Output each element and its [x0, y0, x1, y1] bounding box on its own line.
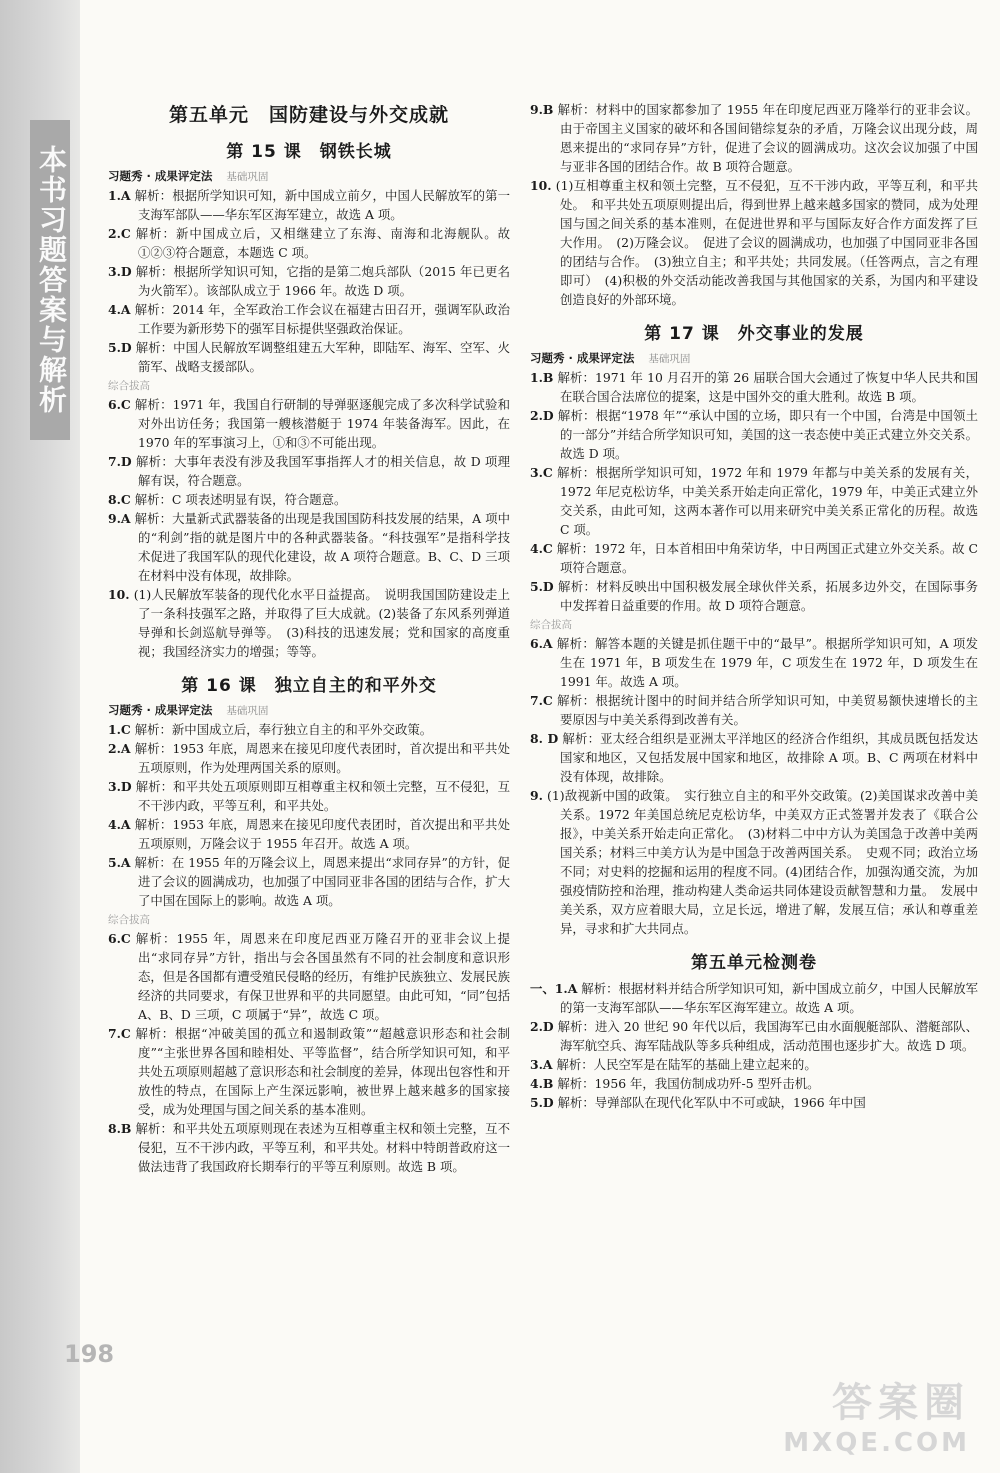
answer-number: 4.A	[108, 302, 131, 317]
answer-text: 解析：1955 年，周恩来在印度尼西亚万隆召开的亚非会议上提出“求同存异”方针，指出与会各国虽然有不同的社会制度和意识形态，但是各国都有遭受殖民侵略的经历，有维护民族独立、发展民族经济的共同要求，有保卫世界和平的共同愿望。由此可知，“同”包括 A、B、D 三项，C 项属于“异”，故选 C 项。	[135, 931, 510, 1022]
answer-text: 解析：根据所学知识可知，新中国成立前夕，中国人民解放军的第一支海军部队——华东军区海军建立，故选 A 项。	[134, 188, 510, 222]
answer-item	[108, 186, 510, 224]
answer-text: 解析：根据材料并结合所学知识可知，新中国成立前夕，中国人民解放军的第一支海军部队——华东军区海军建立。故选 A 项。	[560, 981, 978, 1015]
answer-item	[530, 786, 978, 938]
answer-text: (1)互相尊重主权和领土完整，互不侵犯，互不干涉内政，平等互利，和平共处。 和平共处五项原则提出后，得到世界上越来越多国家的赞同，成为处理国与国之间关系的基本准则，在促进世界和平与国际友好合作方面发挥了巨大作用。 (2)万隆会议。 促进了会议的圆满成功，也加强了中国同亚非各国的团结与合作。 (3)独立自主；和平共处；共同发展。（任答两点，言之有理即可） (4)积极的外交活动能改善我国与其他国家的关系，为国内和平建设创造良好的外部环境。	[555, 178, 978, 307]
section-header	[108, 702, 510, 718]
answer-text: 解析：1971 年 10 月召开的第 26 届联合国大会通过了恢复中华人民共和国在联合国合法席位的提案，这是中国外交的重大胜利。故选 B 项。	[557, 370, 978, 404]
answer-item	[108, 224, 510, 262]
answer-number: 8.C	[108, 492, 131, 507]
answer-item	[108, 815, 510, 853]
book-spine	[0, 0, 80, 1473]
answer-text: 解析：导弹部队在现代化军队中不可或缺，1966 年中国	[557, 1095, 866, 1110]
answer-number: 3.D	[108, 779, 132, 794]
answer-item	[108, 1119, 510, 1176]
answer-item	[108, 929, 510, 1024]
answer-item	[530, 729, 978, 786]
section-label: 习题秀 · 成果评定法	[108, 169, 213, 183]
answer-item	[108, 452, 510, 490]
spine-title: 本书习题答案与解析	[30, 120, 70, 440]
answer-text: 解析：根据“1978 年”“承认中国的立场，即只有一个中国，台湾是中国领土的一部分”并结合所学知识可知，美国的这一表态使中美正式建立外交关系。故选 D 项。	[557, 408, 978, 461]
answer-text: 解析：解答本题的关键是抓住题干中的“最早”。根据所学知识可知，A 项发生在 1971 年，B 项发生在 1979 年，C 项发生在 1972 年，D 项发生在 1991 年。故选 A 项。	[556, 636, 978, 689]
answer-number: 4.C	[530, 541, 553, 556]
answer-text: 解析：新中国成立后，奉行独立自主的和平外交政策。	[134, 722, 433, 737]
answer-text: 解析：中国人民解放军调整组建五大军种，即陆军、海军、空军、火箭军、战略支援部队。	[135, 340, 510, 374]
answer-text: 解析：人民空军是在陆军的基础上建立起来的。	[556, 1057, 817, 1072]
answer-number: 3.C	[530, 465, 553, 480]
answer-text: 解析：大量新式武器装备的出现是我国国防科技发展的结果，A 项中的“利剑”指的就是图片中的各种武器装备。“科技强军”是指科学技术促进了我国军队的现代化建设，故 A 项符合题意。B、C、D 三项在材料中没有体现，故排除。	[134, 511, 510, 583]
answer-item	[108, 509, 510, 585]
answer-item	[530, 406, 978, 463]
answer-number: 3.A	[530, 1057, 553, 1072]
answer-item	[108, 395, 510, 452]
answer-item	[108, 777, 510, 815]
answer-item	[530, 539, 978, 577]
answer-text: 解析：大事年表没有涉及我国军事指挥人才的相关信息，故 D 项理解有误，符合题意。	[135, 454, 510, 488]
answer-text: 解析：C 项表述明显有误，符合题意。	[134, 492, 347, 507]
answer-number: 4.B	[530, 1076, 554, 1091]
answer-item	[108, 262, 510, 300]
page-number: 198	[64, 1340, 115, 1368]
answer-list	[530, 979, 978, 1112]
answer-list	[108, 395, 510, 661]
answer-item	[530, 100, 978, 176]
answer-text: 解析：2014 年，全军政治工作会议在福建古田召开，强调军队政治工作要为新形势下的强军目标提供坚强政治保证。	[134, 302, 510, 336]
sub-section-tag: 综合拔高	[530, 619, 572, 631]
answer-text: 解析：材料中的国家都参加了 1955 年在印度尼西亚万隆举行的亚非会议。由于帝国主义国家的破坏和各国间错综复杂的矛盾，万隆会议出现分歧，周恩来提出的“求同存异”方针，促进了会议的圆满成功。这次会议加强了中国与亚非各国的团结合作。故 B 项符合题意。	[557, 102, 978, 174]
answer-list	[108, 929, 510, 1176]
site-watermark	[780, 1371, 970, 1461]
lesson-17-title: 第 17 课 外交事业的发展	[644, 324, 864, 344]
answer-item	[108, 338, 510, 376]
answer-item	[530, 577, 978, 615]
answer-list	[530, 634, 978, 938]
answer-text: 解析：1953 年底，周恩来在接见印度代表团时，首次提出和平共处五项原则，作为处理两国关系的原则。	[134, 741, 510, 775]
answer-text: 解析：1956 年，我国仿制成功歼-5 型歼击机。	[557, 1076, 820, 1091]
answer-number: 2.D	[530, 408, 554, 423]
answer-list	[530, 100, 978, 309]
section-label: 习题秀 · 成果评定法	[530, 351, 635, 365]
answer-text: 解析：进入 20 世纪 90 年代以后，我国海军已由水面舰艇部队、潜艇部队、海军航空兵、海军陆战队等多兵种组成，活动范围也逐步扩大。故选 D 项。	[557, 1019, 978, 1053]
answer-text: 解析：1971 年，我国自行研制的导弹驱逐舰完成了多次科学试验和对外出访任务；我国第一艘核潜艇于 1974 年装备海军。因此，在 1970 年的军事演习上，①和③不可能出现。	[134, 397, 510, 450]
unit-test-title: 第五单元检测卷	[691, 953, 817, 973]
section-header	[108, 168, 510, 184]
answer-text: (1)人民解放军装备的现代化水平日益提高。 说明我国国防建设走上了一条科技强军之路，并取得了巨大成就。(2)装备了东风系列弹道导弹和长剑巡航导弹等。 (3)科技的迅速发展；党和国家的高度重视；我国经济实力的增强；等等。	[133, 587, 510, 659]
answer-item	[108, 585, 510, 661]
lesson-16-title: 第 16 课 独立自主的和平外交	[181, 676, 437, 696]
answer-number: 一、1.A	[530, 981, 578, 996]
section-tag: 基础巩固	[648, 353, 691, 365]
answer-number: 5.D	[108, 340, 132, 355]
answer-number: 9.A	[108, 511, 131, 526]
answer-number: 9.B	[530, 102, 554, 117]
answer-number: 7.D	[108, 454, 132, 469]
answer-item	[530, 979, 978, 1017]
answer-item	[530, 1017, 978, 1055]
answer-number: 2.C	[108, 226, 131, 241]
answer-text: 解析：根据所学知识可知，它指的是第二炮兵部队（2015 年已更名为火箭军）。该部队成立于 1966 年。故选 D 项。	[135, 264, 510, 298]
answer-number: 2.A	[108, 741, 131, 756]
answer-item	[108, 853, 510, 910]
lesson-15-title: 第 15 课 钢铁长城	[226, 142, 392, 162]
section-header	[530, 350, 978, 366]
answer-item	[530, 634, 978, 691]
answer-text: 解析：新中国成立后，又相继建立了东海、南海和北海舰队。故①②③符合题意，本题选 C 项。	[135, 226, 510, 260]
answer-item	[530, 176, 978, 309]
answer-number: 4.A	[108, 817, 131, 832]
left-column	[108, 100, 510, 1176]
answer-text: 解析：材料反映出中国积极发展全球伙伴关系，拓展多边外交，在国际事务中发挥着日益重要的作用。故 D 项符合题意。	[557, 579, 978, 613]
answer-item	[530, 1074, 978, 1093]
answer-number: 5.A	[108, 855, 131, 870]
answer-number: 6.C	[108, 397, 131, 412]
answer-number: 5.D	[530, 579, 554, 594]
answer-number: 1.C	[108, 722, 131, 737]
answer-number: 6.A	[530, 636, 553, 651]
answer-text: 解析：在 1955 年的万隆会议上，周恩来提出“求同存异”的方针，促进了会议的圆满成功，也加强了中国同亚非各国的团结与合作，扩大了中国在国际上的影响。故选 A 项。	[134, 855, 510, 908]
answer-text: 解析：根据“冲破美国的孤立和遏制政策”“超越意识形态和社会制度”“主张世界各国和睦相处、平等监督”，结合所学知识可知，和平共处五项原则超越了意识形态和社会制度的差异，体现出包容性和开放性的特点，在国际上产生深远影响，被世界上越来越多的国家接受，成为处理国与国之间关系的基本准则。	[135, 1026, 510, 1117]
answer-item	[108, 300, 510, 338]
answer-number: 9.	[530, 788, 543, 803]
answer-item	[530, 463, 978, 539]
answer-number: 10.	[530, 178, 552, 193]
answer-text: 解析：根据统计图中的时间并结合所学知识可知，中美贸易额快速增长的主要原因与中美关系得到改善有关。	[557, 693, 978, 727]
section-tag: 基础巩固	[226, 705, 269, 717]
answer-text: 解析：和平共处五项原则现在表述为互相尊重主权和领土完整，互不侵犯，互不干涉内政，平等互利，和平共处。材料中特朗普政府这一做法违背了我国政府长期奉行的平等互利原则。故选 B 项。	[135, 1121, 510, 1174]
answer-number: 1.B	[530, 370, 554, 385]
answer-text: 解析：和平共处五项原则即互相尊重主权和领土完整，互不侵犯，互不干涉内政，平等互利，和平共处。	[135, 779, 510, 813]
answer-number: 8.B	[108, 1121, 132, 1136]
answer-item	[530, 368, 978, 406]
answer-item	[530, 691, 978, 729]
answer-list	[108, 720, 510, 910]
answer-list	[108, 186, 510, 376]
answer-number: 6.C	[108, 931, 131, 946]
watermark-logo-text: 答案圈	[832, 1380, 970, 1426]
unit-title: 第五单元 国防建设与外交成就	[168, 104, 449, 126]
section-label: 习题秀 · 成果评定法	[108, 703, 213, 717]
section-tag: 基础巩固	[226, 171, 269, 183]
answer-number: 2.D	[530, 1019, 554, 1034]
answer-item	[108, 720, 510, 739]
answer-item	[530, 1093, 978, 1112]
answer-number: 3.D	[108, 264, 132, 279]
answer-text: 解析：1972 年，日本首相田中角荣访华，中日两国正式建立外交关系。故 C 项符合题意。	[556, 541, 978, 575]
answer-number: 5.D	[530, 1095, 554, 1110]
answer-text: 解析：亚太经合组织是亚洲太平洋地区的经济合作组织，其成员既包括发达国家和地区，又包括发展中国家和地区，故排除 A 项。B、C 两项在材料中没有体现，故排除。	[560, 731, 979, 784]
watermark-url: MXQE.COM	[783, 1428, 970, 1458]
answer-number: 10.	[108, 587, 130, 602]
answer-number: 1.A	[108, 188, 131, 203]
sub-section-tag: 综合拔高	[108, 380, 150, 392]
right-column	[530, 100, 978, 1112]
answer-number: 8. D	[530, 731, 559, 746]
answer-number: 7.C	[108, 1026, 131, 1041]
answer-text: (1)敌视新中国的政策。 实行独立自主的和平外交政策。(2)美国谋求改善中美关系。1972 年美国总统尼克松访华，中美双方正式签署并发表了《联合公报》，中美关系开始走向正常化。 (3)材料二中中方认为美国急于改善中美两国关系；材料三中美方认为是中国急于改善两国关系。 史观不同；政治立场不同；对史料的挖掘和运用的程度不同。(4)团结合作，加强沟通交流，为加强疫情防控和治理，推动构建人类命运共同体建设贡献智慧和力量。 发展中美关系，双方应着眼大局，立足长远，增进了解，发展互信；承认和尊重差异，寻求和扩大共同点。	[547, 788, 978, 936]
answer-text: 解析：根据所学知识可知，1972 年和 1979 年都与中美关系的发展有关，1972 年尼克松访华，中美关系开始走向正常化，1979 年，中美正式建立外交关系，由此可知，这两本著作可以用来研究中美关系正常化的历程。故选 C 项。	[557, 465, 978, 537]
sub-section-tag: 综合拔高	[108, 914, 150, 926]
answer-item	[108, 490, 510, 509]
answer-item	[530, 1055, 978, 1074]
answer-number: 7.C	[530, 693, 553, 708]
answer-list	[530, 368, 978, 615]
answer-text: 解析：1953 年底，周恩来在接见印度代表团时，首次提出和平共处五项原则，万隆会议于 1955 年召开。故选 A 项。	[134, 817, 510, 851]
answer-item	[108, 739, 510, 777]
answer-item	[108, 1024, 510, 1119]
